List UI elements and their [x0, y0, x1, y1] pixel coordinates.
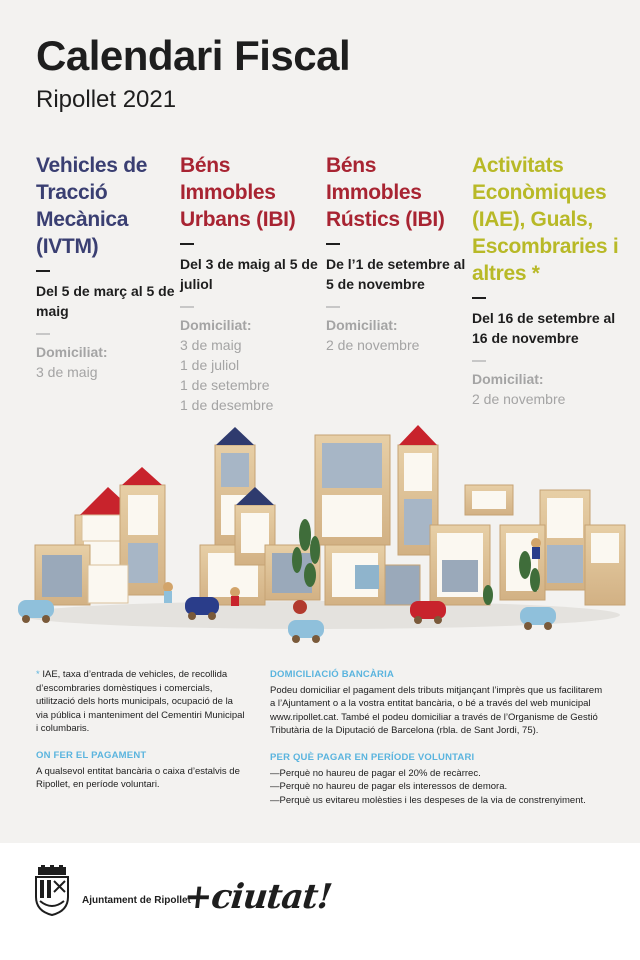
column-title: Béns Immobles Urbans (IBI)	[180, 154, 296, 231]
payment-period: Del 5 de març al 5 de maig	[36, 283, 175, 319]
why-pay-item: —Perquè no haureu de pagar el 20% de recàrrec.	[270, 767, 481, 779]
why-pay-item: —Perquè us evitareu molèsties i les despeses de la via de constrenyiment.	[270, 794, 586, 806]
divider	[36, 333, 50, 335]
domiciled-label: Domiciliat:	[472, 371, 544, 387]
slogan-logo: +ciutat!	[181, 877, 334, 917]
divider	[180, 306, 194, 308]
notes-left	[36, 668, 246, 792]
where-to-pay-heading: ON FER EL PAGAMENT	[36, 749, 147, 761]
divider	[326, 243, 340, 245]
divider	[180, 243, 194, 245]
divider	[36, 270, 50, 272]
domiciled-date: 1 de desembre	[180, 397, 274, 413]
bank-direct-debit-text: Podeu domiciliar el pagament dels tributs mitjançant l’imprès que us facilitarem a l’Ajuntament o a la vostra entitat bancària, o bé a través del web municipal www.ripollet.cat. També el podeu domiciliar a través de l’Organisme de Gestió Tributària de la Diputació de Barcelona (rbla. de Sant Jordi, 75).	[270, 684, 603, 737]
why-pay-item: —Perquè no haureu de pagar els interessos de demora.	[270, 781, 508, 793]
domiciled-date: 1 de setembre	[180, 377, 270, 393]
domiciled-label: Domiciliat:	[326, 317, 398, 333]
tax-column-ivtm	[36, 152, 178, 382]
payment-period: Del 3 de maig al 5 de juliol	[180, 256, 318, 292]
column-title: Activitats Econòmiques (IAE), Guals, Escombraries i altres *	[472, 154, 619, 285]
payment-period: Del 16 de setembre al 16 de novembre	[472, 310, 616, 346]
notes-right	[270, 668, 610, 807]
domiciled-date: 3 de maig	[36, 364, 98, 380]
footnote: * IAE, taxa d’entrada de vehicles, de recollida d’escombraries domèstiques i comercials, utilització dels horts municipals, ocupació de la via pública i manteniment del Cementiri Municipal i columbaris.	[36, 669, 245, 735]
tax-column-ibi-rustics	[326, 152, 468, 355]
why-pay-heading: PER QUÈ PAGAR EN PERÍODE VOLUNTARI	[270, 751, 475, 763]
tax-column-ibi-urbans	[180, 152, 322, 415]
domiciled-label: Domiciliat:	[36, 344, 108, 360]
domiciled-date: 2 de novembre	[326, 337, 420, 353]
tax-column-iae	[472, 152, 622, 409]
divider	[326, 306, 340, 308]
page-title: Calendari Fiscal	[36, 32, 351, 79]
municipal-coat-of-arms-icon	[32, 865, 72, 917]
bank-direct-debit-heading: DOMICILIACIÓ BANCÀRIA	[270, 669, 394, 680]
footnote-star: *	[36, 669, 40, 680]
column-title: Vehicles de Tracció Mecànica (IVTM)	[36, 154, 148, 258]
divider	[472, 297, 486, 299]
footer	[0, 843, 640, 960]
column-title: Béns Immobles Rústics (IBI)	[326, 154, 445, 231]
divider	[472, 360, 486, 362]
organization-name: Ajuntament de Ripollet	[82, 895, 191, 906]
domiciled-date: 2 de novembre	[472, 391, 566, 407]
domiciled-label: Domiciliat:	[180, 317, 252, 333]
page-subtitle: Ripollet 2021	[36, 86, 177, 113]
toy-houses-illustration	[0, 415, 640, 655]
domiciled-date: 3 de maig	[180, 337, 242, 353]
payment-period: De l’1 de setembre al 5 de novembre	[326, 256, 466, 292]
where-to-pay-text: A qualsevol entitat bancària o caixa d’estalvis de Ripollet, en període voluntari.	[36, 765, 240, 791]
domiciled-date: 1 de juliol	[180, 357, 240, 373]
